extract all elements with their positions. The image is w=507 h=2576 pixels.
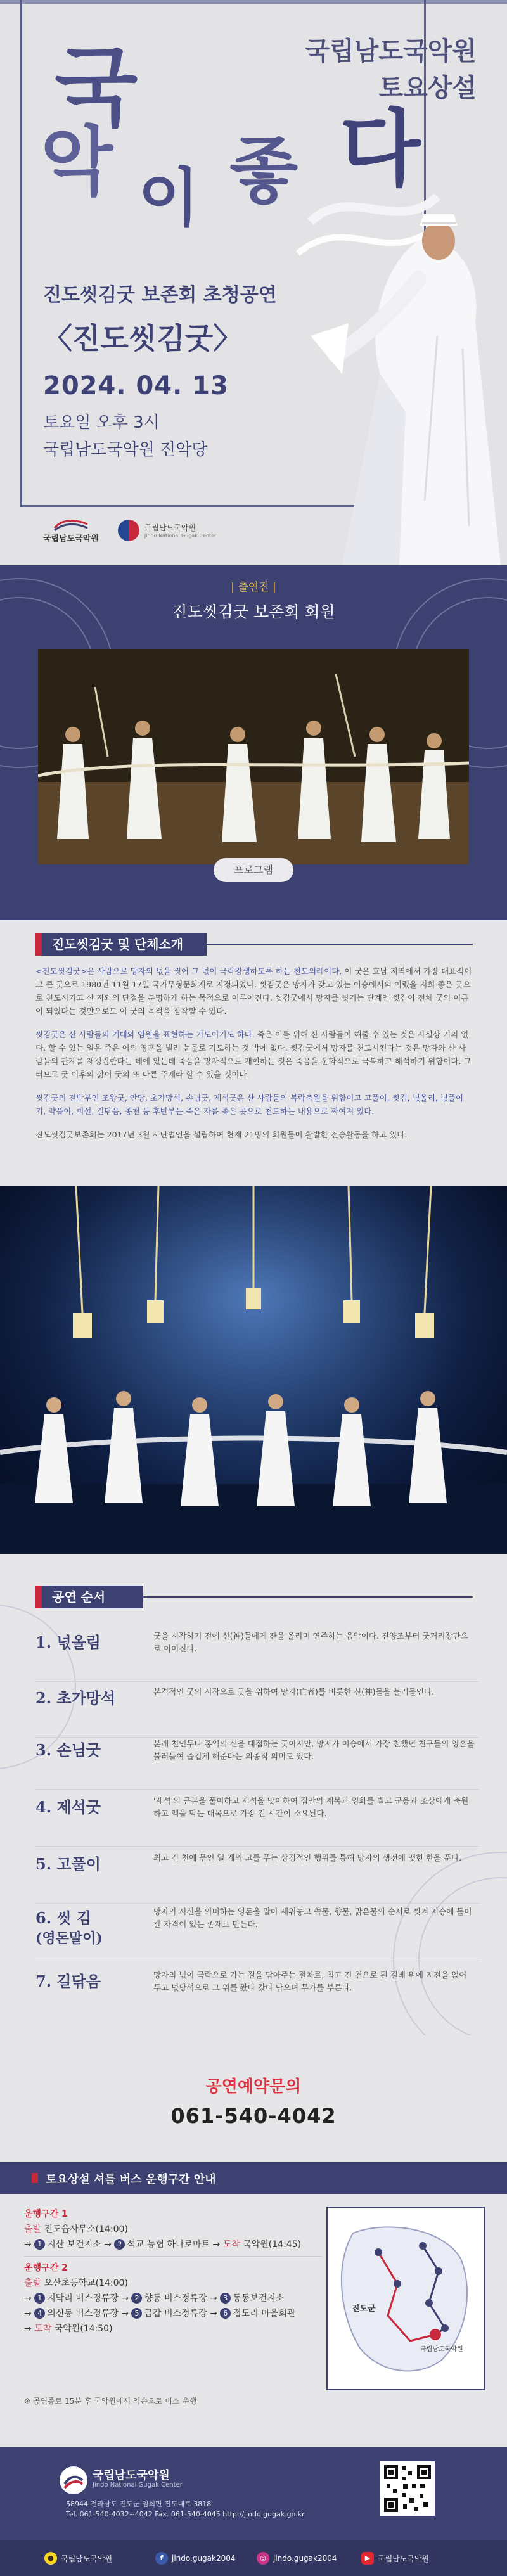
dancer-photo [273, 146, 507, 565]
stop-number-icon: 2 [131, 2293, 142, 2304]
order-item-desc: 본격적인 굿의 시작으로 굿을 위하여 망자(亡者)를 비롯한 신(神)들을 불러들인다. [153, 1687, 434, 1696]
government-logo-label: 국립남도국악원 [144, 523, 196, 532]
instagram-icon: ◎ [257, 2552, 269, 2565]
route1-stop: 석교 농협 하나로마트 [127, 2240, 210, 2250]
route2-stop: 향동 버스정류장 [144, 2293, 207, 2304]
route2-dest: 국악원(14:50) [54, 2324, 113, 2334]
footer-address [66, 2499, 305, 2520]
intro-paragraph: 씻김굿의 전반부인 조왕굿, 안당, 초가망석, 손님굿, 제석굿은 산 사람들의 복락축원을 위함이고 고풀이, 씻김, 넋올리, 넋풀이기, 약풀이, 희설, 길닦음, 종천 등 후반부는 죽은 자를 좋은 곳으로 천도하는 내용으로 짜여져 있다. [35, 1093, 464, 1116]
route1-dest: 국악원(14:45) [243, 2240, 302, 2250]
heading-accent [32, 2173, 38, 2183]
order-item [35, 1906, 479, 1965]
intro-highlight: <진도씻김굿>은 사람으로 망자의 넋을 씻어 그 넋이 극락왕생하도록 하는 천도의례이다. [35, 966, 342, 976]
order-item-desc: 굿을 시작하기 전에 신(神)들에게 잔을 올리며 연주하는 음악이다. 진양조부터 굿거리장단으로 이어진다. [153, 1631, 468, 1653]
performance-photo-art [38, 649, 469, 864]
bus-heading-text: 토요상설 셔틀 버스 운행구간 안내 [46, 2173, 216, 2186]
performer-label: | 출연진 | [231, 581, 276, 594]
performer-section [0, 565, 507, 920]
order-item-name: 1. 넋올림 [35, 1633, 101, 1651]
intro-paragraph [35, 1028, 473, 1081]
sns-link-youtube[interactable] [361, 2552, 429, 2565]
order-item [35, 1852, 479, 1907]
sns-link-facebook[interactable] [155, 2552, 236, 2565]
route1-start-stop: 진도읍사무소(14:00) [44, 2224, 128, 2234]
facebook-icon: f [155, 2552, 168, 2565]
center-logo-mark-icon [52, 516, 90, 532]
order-item [35, 1738, 479, 1793]
start-label: 출발 [24, 2224, 42, 2234]
order-item-desc: 망자의 넋이 극락으로 가는 길을 닦아주는 절차로, 최고 긴 천으로 된 길베 위에 지전을 얹어 두고 넋당석으로 그 위를 왔다 갔다 닦으며 무가를 부른다. [153, 1970, 467, 1992]
taegeuk-emblem-icon [118, 520, 139, 541]
contact-section [0, 2035, 507, 2162]
footer-org-en: Jindo National Gugak Center [93, 2482, 183, 2489]
order-heading-text: 공연 순서 [52, 1589, 106, 1605]
stage-photo [0, 1186, 507, 1554]
event-info [43, 279, 277, 460]
heading-accent [35, 933, 42, 956]
order-item-name [35, 1906, 143, 1947]
sns-link-instagram[interactable] [257, 2552, 337, 2565]
intro-heading [35, 933, 207, 956]
route2-start-stop: 오산초등학교(14:00) [44, 2278, 128, 2288]
route-map [326, 2207, 485, 2390]
divider [35, 1903, 479, 1904]
heading-rule [143, 1596, 473, 1598]
order-item-name: 7. 길닦음 [35, 1972, 101, 1990]
government-logo-sub: Jindo National Gugak Center [144, 532, 217, 539]
footer-org-name: 국립남도국악원 [93, 2469, 170, 2482]
route2-stop: 의신동 버스정류장 [47, 2309, 119, 2319]
program-button[interactable]: 프로그램 [214, 858, 293, 882]
performer-title: 진도씻김굿 보존회 회원 [172, 603, 335, 621]
order-heading [35, 1586, 143, 1608]
route2-stops: → 1 지막리 버스정류장 → 2 향동 버스정류장 → 3 동동보건지소 [24, 2293, 285, 2304]
divider [35, 1846, 479, 1847]
route2-end: → 도착 국악원(14:50) [24, 2324, 113, 2334]
event-title: 〈진도씻김굿〉 [43, 321, 243, 356]
route1-stop: 지산 보건지소 [47, 2240, 101, 2250]
intro-text: 죽은 이를 위해 산 사람들이 해줄 수 있는 것은 사실상 거의 없다. 할 수 있는 일은 죽은 이의 영혼을 빌려 눈물로 기도하는 것 밖에 없다. 씻김굿에서 망자를 천도시킨다는 것은 망자와 산 사람들의 관계를 재정립한다는 데에 있는데 죽음을 망자적으로 재현하는 것은 죽음을 운화적으로 극복하고 해석하기 위함이다. 그러므로 굿 이후의 삶이 굿의 또 다른 주제라 할 수 있을 것이다. [35, 1030, 472, 1079]
route2-stop: 금갑 버스정류장 [144, 2309, 207, 2319]
sns-label: jindo.gugak2004 [172, 2554, 236, 2563]
big-title-char: 좋 [229, 129, 298, 212]
end-label: 도착 [34, 2324, 52, 2334]
map-center-label: 국립남도국악원 [420, 2346, 463, 2353]
stop-number-icon: 5 [131, 2308, 142, 2319]
performance-photo [38, 649, 469, 864]
start-label: 출발 [24, 2278, 42, 2288]
order-item-desc: 본래 천연두나 홍역의 신을 대접하는 굿이지만, 망자가 이승에서 가장 친했던 친구들의 영혼을 불러들여 즐겁게 해준다는 의종적 의미도 있다. [153, 1739, 475, 1761]
footer [0, 2447, 507, 2576]
route-map-art [328, 2208, 484, 2389]
heading-rule [207, 944, 473, 945]
intro-highlight: 씻김굿은 산 사람들의 기대와 염원을 표현하는 기도이기도 하다. [35, 1030, 255, 1039]
route1-start [24, 2222, 322, 2237]
stage-photo-art [0, 1186, 507, 1554]
event-label: 진도씻김굿 보존회 초청공연 [43, 284, 277, 306]
order-item-name: 3. 손님굿 [35, 1741, 101, 1759]
big-title-char: 국 [55, 37, 138, 138]
intro-paragraph [35, 964, 473, 1018]
intro-text: 이 굿은 호남 지역에서 가장 대표적이고 큰 굿으로 1980년 11월 17일 국가무형문화재로 지정되었다. 씻김굿은 망자가 갖고 있는 이승에서의 어렸을 저희 좋은 굿으로 천도시키고 산 자와의 단절을 분명하게 하는 목적으로 이루어진다. 씻김굿에서 망자를 씻기는 단계인 씻김이 전체 굿의 이름이 되었다는 것만으로도 이 굿의 목적을 짐작할 수 있다. [35, 966, 472, 1016]
stop-number-icon: 2 [114, 2239, 125, 2250]
route2-title: 운행구간 2 [24, 2263, 68, 2273]
order-item-name-line1: 6. 씻 김 [35, 1909, 92, 1927]
stop-number-icon: 4 [34, 2308, 45, 2319]
event-time: 토요일 오후 3시 [43, 413, 160, 432]
order-item-name: 4. 제석굿 [35, 1798, 101, 1816]
end-label: 도착 [222, 2240, 240, 2250]
center-logo [43, 516, 99, 544]
sns-label: jindo.gugak2004 [273, 2554, 337, 2563]
divider [35, 1681, 479, 1682]
event-date: 2024. 04. 13 [43, 371, 229, 400]
reservation-label: 공연예약문의 [205, 2077, 302, 2096]
footer-contact-line: Tel. 061-540-4032~4042 Fax. 061-540-4045 http://jindo.gugak.go.kr [66, 2510, 305, 2518]
route1-title: 운행구간 1 [24, 2209, 68, 2219]
route2-stop: 지막리 버스정류장 [47, 2293, 119, 2304]
stop-number-icon: 3 [220, 2293, 231, 2304]
bus-routes [24, 2207, 322, 2336]
bus-note: ※ 공연종료 15분 후 국악원에서 역순으로 버스 운행 [24, 2397, 197, 2406]
route2-stops: → 4 의신동 버스정류장 → 5 금갑 버스정류장 → 6 접도리 마을회관 [24, 2309, 296, 2319]
route2-start [24, 2276, 322, 2291]
map-county-label: 진도군 [352, 2304, 376, 2314]
sns-label: 국립남도국악원 [61, 2554, 113, 2563]
sponsor-logos [43, 516, 216, 544]
hero-subtitle [305, 33, 477, 106]
order-item [35, 1969, 479, 2025]
route1-stops: → 1 지산 보건지소 → 2 석교 농협 하나로마트 → 도착 국악원(14:45) [24, 2240, 302, 2250]
reservation-phone[interactable]: 061-540-4042 [170, 2104, 337, 2128]
order-item [35, 1686, 479, 1741]
stop-number-icon: 1 [34, 2239, 45, 2250]
order-item [35, 1795, 479, 1850]
order-item-name-line2: (영돈말이) [35, 1930, 103, 1947]
big-title-char: 이 [138, 160, 200, 235]
order-item-name: 2. 초가망석 [35, 1689, 116, 1707]
center-logo-label: 국립남도국악원 [43, 534, 99, 544]
intro-section [0, 920, 507, 1554]
big-title-char: 악 [41, 117, 113, 205]
government-logo [118, 520, 216, 541]
qr-code-icon[interactable] [380, 2461, 435, 2516]
order-item-desc: 최고 긴 천에 묶인 열 개의 고를 푸는 상징적인 행위를 통해 망자의 생전에 맺힌 한을 푼다. [153, 1853, 462, 1862]
big-title-char: 다 [340, 100, 421, 198]
sns-link-kakao[interactable] [44, 2552, 112, 2565]
bus-heading [0, 2162, 507, 2194]
shuttle-bus-section [0, 2162, 507, 2447]
sns-bar [0, 2540, 507, 2576]
subtitle-line2: 토요상설 [378, 73, 477, 103]
divider [24, 2256, 322, 2257]
sns-label: 국립남도국악원 [378, 2554, 430, 2563]
stop-number-icon: 6 [220, 2308, 231, 2319]
intro-body [35, 964, 473, 1151]
route2-stop: 접도리 마을회관 [233, 2309, 296, 2319]
kakao-icon: ● [44, 2552, 57, 2565]
order-item-desc: 망자의 시신을 의미하는 영돈을 말아 세워놓고 쑥물, 향물, 맑은물의 순서로 씻겨 저승에 들어갈 자격이 있는 존재로 만든다. [153, 1907, 472, 1929]
youtube-icon: ▶ [361, 2552, 374, 2565]
footer-address-line: 58944 전라남도 진도군 임회면 진도대로 3818 [66, 2500, 212, 2508]
order-item-desc: '제석'의 근본을 풀이하고 제석을 맞이하여 집안의 재복과 영화를 빌고 군응과 조상에게 축원하고 액을 막는 대목으로 가장 긴 시간이 소요된다. [153, 1796, 469, 1818]
stop-number-icon: 1 [34, 2293, 45, 2304]
program-order-section [0, 1554, 507, 2035]
intro-heading-text: 진도씻김굿 및 단체소개 [52, 937, 184, 952]
route2-stop: 동동보건지소 [233, 2293, 285, 2304]
subtitle-line1: 국립남도국악원 [305, 36, 477, 66]
order-item-name: 5. 고풀이 [35, 1855, 101, 1873]
event-venue: 국립남도국악원 진악당 [43, 440, 208, 459]
intro-paragraph: 진도씻김굿보존회는 2017년 3월 사단법인을 설립하여 현재 21명의 회원들이 활발한 전승활동을 하고 있다. [35, 1130, 408, 1139]
divider [35, 1789, 479, 1790]
hero-poster [0, 0, 507, 565]
heading-accent [35, 1586, 42, 1608]
performer-label-text: 출연진 [238, 581, 269, 594]
order-item [35, 1630, 479, 1686]
org-emblem-icon [60, 2466, 87, 2494]
